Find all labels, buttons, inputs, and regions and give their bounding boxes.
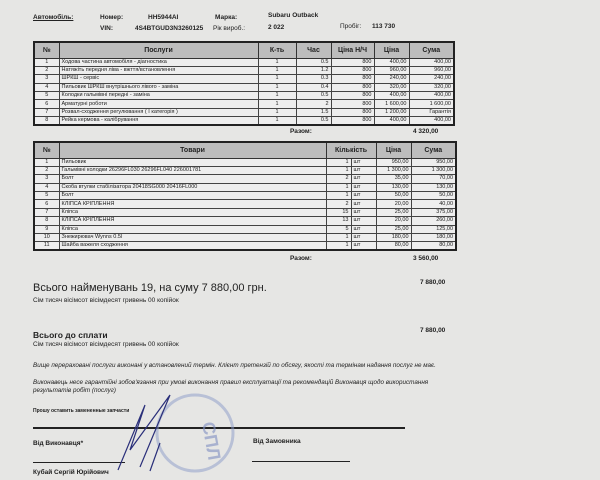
- table-cell: 20,00: [376, 217, 411, 225]
- keep-parts-note: Прошу оставить замененные запчасти: [33, 408, 130, 414]
- services-total: 4 320,00: [413, 128, 439, 135]
- year-value: 2 022: [268, 24, 285, 31]
- table-cell: 1 300,00: [376, 166, 411, 174]
- table-row: [34, 175, 456, 183]
- table-cell: 180,00: [376, 234, 411, 242]
- table-cell: 11: [34, 242, 59, 251]
- table-cell: 13: [326, 217, 351, 225]
- table-cell: Шайба важеля сходження: [59, 242, 326, 251]
- table-cell: 950,00: [376, 158, 411, 166]
- table-cell: Розвал-сходження регулювання ( І категорія ): [59, 108, 258, 116]
- table-cell: ШРКШ - сервіс: [59, 75, 258, 83]
- executor-name: Кубай Сергій Юрійович: [33, 469, 109, 476]
- table-row: [34, 208, 456, 216]
- table-cell: 1: [326, 242, 351, 251]
- brand-label: Марка:: [215, 14, 238, 21]
- table-cell: 320,00: [374, 83, 409, 91]
- table-row: [34, 83, 454, 91]
- table-row: [34, 158, 456, 166]
- column-header: К-ть: [258, 42, 296, 58]
- table-cell: шт: [351, 158, 376, 166]
- table-cell: Гальмівні колодки 26296FL030 26296FL040 226001781: [59, 166, 326, 174]
- mileage-label: Пробіг:: [340, 23, 362, 30]
- table-cell: 70,00: [411, 175, 456, 183]
- table-cell: 125,00: [411, 225, 456, 233]
- table-cell: 7: [34, 208, 59, 216]
- table-cell: 1: [34, 158, 59, 166]
- table-cell: 400,00: [374, 117, 409, 126]
- table-cell: 0.5: [296, 92, 331, 100]
- stamp-and-signature: [100, 385, 240, 475]
- table-row: [34, 234, 456, 242]
- vin-label: VIN:: [100, 25, 113, 32]
- year-label: Рік вироб.:: [213, 25, 246, 32]
- table-cell: 1.5: [296, 108, 331, 116]
- table-cell: 5: [34, 192, 59, 200]
- table-row: [34, 200, 456, 208]
- table-cell: 4: [34, 183, 59, 191]
- table-cell: 1 600,00: [409, 100, 454, 108]
- table-cell: 10: [34, 234, 59, 242]
- table-cell: 800: [331, 108, 374, 116]
- table-cell: 0.4: [296, 83, 331, 91]
- table-cell: 800: [331, 100, 374, 108]
- table-row: [34, 183, 456, 191]
- table-cell: 0.3: [296, 75, 331, 83]
- table-cell: Кліпса: [59, 208, 326, 216]
- table-row: [34, 100, 454, 108]
- table-cell: 6: [34, 200, 59, 208]
- note-warranty: Виконавець несе гарантійні зобов'язання при умові виконання правил експлуатації та рекомендацій Виконавця щодо використання результатів робіт (послуг): [33, 379, 429, 394]
- note-completion: Вище перераховані послуги виконані у встановлений термін. Клієнт претензій по обсягу, якості та термінам надання послуг не має.: [33, 362, 436, 369]
- table-cell: Пильовик ШРКШ внутрішнього лівого - заміна: [59, 83, 258, 91]
- table-cell: Арматурні роботи: [59, 100, 258, 108]
- column-header: Ціна: [376, 142, 411, 158]
- table-cell: Скоба втулки стабілізатора 20418SG000 20416FL000: [59, 183, 326, 191]
- table-cell: 20,00: [376, 200, 411, 208]
- table-cell: 950,00: [411, 158, 456, 166]
- pay-label: Всього до сплати: [33, 330, 108, 340]
- column-header: Ціна: [374, 42, 409, 58]
- table-cell: Кліпса: [59, 225, 326, 233]
- table-cell: 800: [331, 117, 374, 126]
- table-cell: 960,00: [374, 66, 409, 74]
- table-cell: 1: [258, 92, 296, 100]
- table-cell: шт: [351, 183, 376, 191]
- customer-label: Від Замовника: [253, 438, 301, 445]
- table-row: [34, 117, 454, 126]
- table-cell: КЛІПСА КРІПЛЕННЯ: [59, 200, 326, 208]
- number-label: Номер:: [100, 14, 124, 21]
- table-cell: 400,00: [374, 58, 409, 66]
- table-cell: 130,00: [376, 183, 411, 191]
- table-cell: шт: [351, 208, 376, 216]
- table-cell: 2: [34, 166, 59, 174]
- table-cell: 25,00: [376, 225, 411, 233]
- column-header: Сума: [411, 142, 456, 158]
- table-cell: 25,00: [376, 208, 411, 216]
- table-cell: 3: [34, 75, 59, 83]
- pay-total: 7 880,00: [420, 327, 446, 334]
- column-header: №: [34, 42, 59, 58]
- table-cell: 800: [331, 66, 374, 74]
- signature-icon: [118, 395, 170, 471]
- services-total-label: Разом:: [290, 128, 312, 135]
- table-cell: 80,00: [376, 242, 411, 251]
- table-cell: шт: [351, 192, 376, 200]
- table-cell: Колодки гальмівні передні - заміна: [59, 92, 258, 100]
- table-cell: 9: [34, 225, 59, 233]
- table-cell: 3: [34, 175, 59, 183]
- table-row: [34, 225, 456, 233]
- table-cell: шт: [351, 217, 376, 225]
- table-row: [34, 242, 456, 251]
- table-cell: 1: [258, 83, 296, 91]
- column-header: Ціна Н/Ч: [331, 42, 374, 58]
- customer-sign-line: [252, 461, 350, 462]
- table-cell: 400,00: [374, 92, 409, 100]
- table-cell: 50,00: [376, 192, 411, 200]
- table-cell: 400,00: [409, 58, 454, 66]
- table-cell: 1: [326, 234, 351, 242]
- table-row: [34, 166, 456, 174]
- table-cell: 4: [34, 83, 59, 91]
- column-header: Кількість: [326, 142, 376, 158]
- column-header: №: [34, 142, 59, 158]
- table-cell: 1 600,00: [374, 100, 409, 108]
- table-row: [34, 192, 456, 200]
- table-cell: 6: [34, 100, 59, 108]
- column-header: Товари: [59, 142, 326, 158]
- table-cell: 180,00: [411, 234, 456, 242]
- table-cell: 80,00: [411, 242, 456, 251]
- table-row: [34, 75, 454, 83]
- table-cell: Рейка кермова - калібрування: [59, 117, 258, 126]
- table-cell: 130,00: [411, 183, 456, 191]
- table-cell: 1: [258, 117, 296, 126]
- stamp-text: СПЛ: [198, 420, 225, 462]
- table-cell: шт: [351, 234, 376, 242]
- table-cell: 400,00: [409, 117, 454, 126]
- goods-table: [33, 141, 457, 251]
- table-cell: 2: [296, 100, 331, 108]
- table-cell: Болт: [59, 175, 326, 183]
- table-cell: Болт: [59, 192, 326, 200]
- table-cell: шт: [351, 200, 376, 208]
- pay-words: Сім тисяч вісімсот вісімдесят гривень 00 копійок: [33, 341, 179, 348]
- table-cell: 35,00: [376, 175, 411, 183]
- table-row: [34, 217, 456, 225]
- items-total: 7 880,00: [420, 279, 446, 286]
- goods-total-label: Разом:: [290, 255, 312, 262]
- mileage-value: 113 730: [372, 23, 396, 30]
- table-cell: 50,00: [411, 192, 456, 200]
- table-cell: 2: [326, 175, 351, 183]
- table-cell: 240,00: [409, 75, 454, 83]
- table-cell: 1 200,00: [374, 108, 409, 116]
- table-cell: 0.5: [296, 117, 331, 126]
- table-cell: 8: [34, 117, 59, 126]
- table-row: [34, 108, 454, 116]
- table-cell: 1: [258, 58, 296, 66]
- table-cell: шт: [351, 225, 376, 233]
- table-row: [34, 92, 454, 100]
- number-value: HH5944AI: [148, 14, 179, 21]
- vehicle-label: Автомобіль:: [33, 14, 74, 21]
- table-cell: 1: [258, 108, 296, 116]
- table-cell: 8: [34, 217, 59, 225]
- column-header: Час: [296, 42, 331, 58]
- table-cell: 1.2: [296, 66, 331, 74]
- table-cell: 1 300,00: [411, 166, 456, 174]
- table-cell: Гарантія: [409, 108, 454, 116]
- column-header: Послуги: [59, 42, 258, 58]
- table-cell: 7: [34, 108, 59, 116]
- table-cell: 0.5: [296, 58, 331, 66]
- table-cell: 5: [326, 225, 351, 233]
- services-table: [33, 41, 455, 126]
- table-cell: шт: [351, 166, 376, 174]
- table-cell: 320,00: [409, 83, 454, 91]
- table-cell: 800: [331, 92, 374, 100]
- table-cell: 1: [326, 192, 351, 200]
- items-words: Сім тисяч вісімсот вісімдесят гривень 00 копійок: [33, 297, 179, 304]
- items-summary: Всього найменувань 19, на суму 7 880,00 грн.: [33, 282, 267, 294]
- table-cell: 1: [258, 75, 296, 83]
- table-cell: 800: [331, 58, 374, 66]
- table-cell: 260,00: [411, 217, 456, 225]
- table-cell: 2: [34, 66, 59, 74]
- table-cell: 400,00: [409, 92, 454, 100]
- table-cell: 800: [331, 75, 374, 83]
- executor-label: Від Виконавця*: [33, 440, 84, 447]
- table-cell: Натяжіть передня ліва - вжття/встановлення: [59, 66, 258, 74]
- table-cell: 240,00: [374, 75, 409, 83]
- table-cell: 1: [326, 166, 351, 174]
- table-cell: 15: [326, 208, 351, 216]
- table-cell: 40,00: [411, 200, 456, 208]
- table-cell: 5: [34, 92, 59, 100]
- goods-total: 3 560,00: [413, 255, 439, 262]
- table-cell: 800: [331, 83, 374, 91]
- table-cell: Знежирювач Wynns 0.5l: [59, 234, 326, 242]
- table-cell: КЛІПСА КРІПЛЕННЯ: [59, 217, 326, 225]
- table-cell: 1: [258, 66, 296, 74]
- table-cell: 960,00: [409, 66, 454, 74]
- table-row: [34, 58, 454, 66]
- table-cell: 1: [34, 58, 59, 66]
- table-cell: 2: [326, 200, 351, 208]
- column-header: Сума: [409, 42, 454, 58]
- table-cell: Ходова частина автомобіля - діагностика: [59, 58, 258, 66]
- stamp-icon: [157, 395, 233, 471]
- table-cell: 1: [326, 183, 351, 191]
- vin-value: 4S4BTGUD3N3260125: [135, 25, 204, 32]
- table-cell: 375,00: [411, 208, 456, 216]
- table-cell: шт: [351, 175, 376, 183]
- brand-value: Subaru Outback: [268, 12, 319, 19]
- table-row: [34, 66, 454, 74]
- table-cell: 1: [258, 100, 296, 108]
- table-cell: шт: [351, 242, 376, 251]
- table-cell: Пильовик: [59, 158, 326, 166]
- table-cell: 1: [326, 158, 351, 166]
